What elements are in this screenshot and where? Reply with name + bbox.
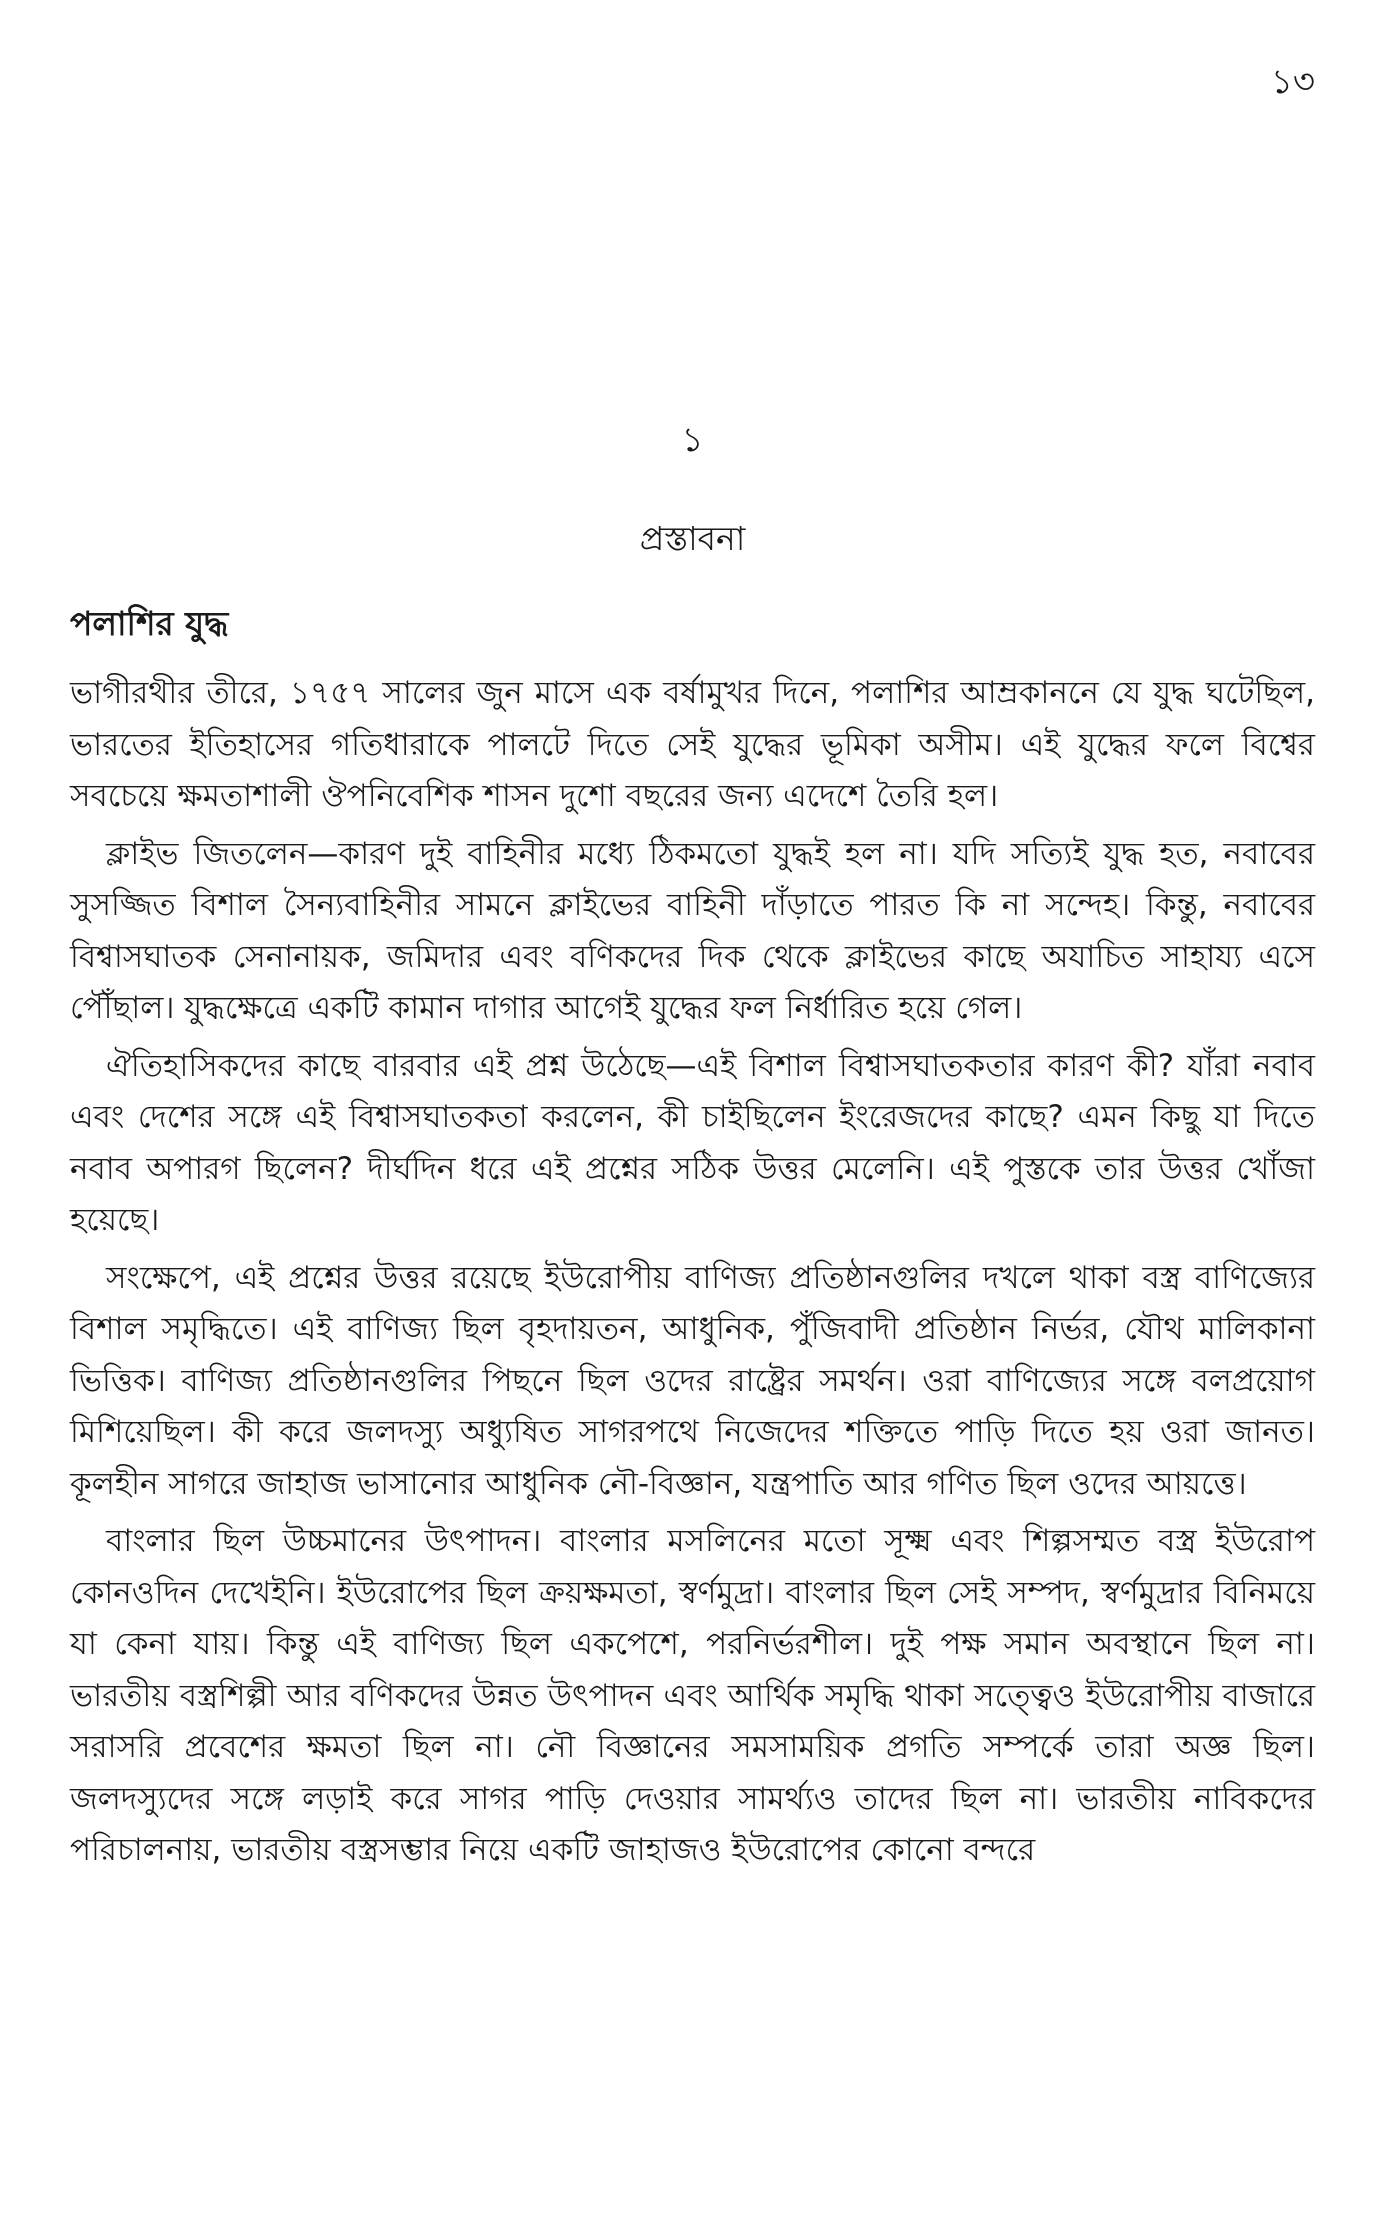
page-number: ১৩ [1270, 62, 1315, 102]
paragraph: ভাগীরথীর তীরে, ১৭৫৭ সালের জুন মাসে এক বর্ষামুখর দিনে, পলাশির আম্রকাননে যে যুদ্ধ ঘটেছিল, ভারতের ইতিহাসের গতিধারাকে পালটে দিতে সেই যুদ্ধের ভূমিকা অসীম। এই যুদ্ধের ফলে বিশ্বের সবচেয়ে ক্ষমতাশালী ঔপনিবেশিক শাসন দুশো বছরের জন্য এদেশে তৈরি হল। [70, 675, 1315, 814]
paragraph: ক্লাইভ জিতলেন—কারণ দুই বাহিনীর মধ্যে ঠিকমতো যুদ্ধই হল না। যদি সত্যিই যুদ্ধ হত, নবাবের সুসজ্জিত বিশাল সৈন্যবাহিনীর সামনে ক্লাইভের বাহিনী দাঁড়াতে পারত কি না সন্দেহ। কিন্তু, নবাবের বিশ্বাসঘাতক সেনানায়ক, জমিদার এবং বণিকদের দিক থেকে ক্লাইভের কাছে অযাচিত সাহায্য এসে পৌঁছাল। যুদ্ধক্ষেত্রে একটি কামান দাগার আগেই যুদ্ধের ফল নির্ধারিত হয়ে গেল। [70, 835, 1315, 1026]
chapter-number: ১ [681, 420, 704, 460]
paragraph: সংক্ষেপে, এই প্রশ্নের উত্তর রয়েছে ইউরোপীয় বাণিজ্য প্রতিষ্ঠানগুলির দখলে থাকা বস্ত্র বাণিজ্যের বিশাল সমৃদ্ধিতে। এই বাণিজ্য ছিল বৃহদায়তন, আধুনিক, পুঁজিবাদী প্রতিষ্ঠান নির্ভর, যৌথ মালিকানা ভিত্তিক। বাণিজ্য প্রতিষ্ঠানগুলির পিছনে ছিল ওদের রাষ্ট্রের সমর্থন। ওরা বাণিজ্যের সঙ্গে বলপ্রয়োগ মিশিয়েছিল। কী করে জলদস্যু অধ্যুষিত সাগরপথে নিজেদের শক্তিতে পাড়ি দিতে হয় ওরা জানত। কূলহীন সাগরে জাহাজ ভাসানোর আধুনিক নৌ-বিজ্ঞান, যন্ত্রপাতি আর গণিত ছিল ওদের আয়ত্তে। [70, 1259, 1315, 1502]
paragraph: বাংলার ছিল উচ্চমানের উৎপাদন। বাংলার মসলিনের মতো সূক্ষ্ম এবং শিল্পসম্মত বস্ত্র ইউরোপ কোনওদিন দেখেইনি। ইউরোপের ছিল ক্রয়ক্ষমতা, স্বর্ণমুদ্রা। বাংলার ছিল সেই সম্পদ, স্বর্ণমুদ্রার বিনিময়ে যা কেনা যায়। কিন্তু এই বাণিজ্য ছিল একপেশে, পরনির্ভরশীল। দুই পক্ষ সমান অবস্থানে ছিল না। ভারতীয় বস্ত্রশিল্পী আর বণিকদের উন্নত উৎপাদন এবং আর্থিক সমৃদ্ধি থাকা সত্ত্বেও ইউরোপীয় বাজারে সরাসরি প্রবেশের ক্ষমতা ছিল না। নৌ বিজ্ঞানের সমসাময়িক প্রগতি সম্পর্কে তারা অজ্ঞ ছিল। জলদস্যুদের সঙ্গে লড়াই করে সাগর পাড়ি দেওয়ার সামর্থ্যও তাদের ছিল না। ভারতীয় নাবিকদের পরিচালনায়, ভারতীয় বস্ত্রসম্ভার নিয়ে একটি জাহাজও ইউরোপের কোনো বন্দরে [70, 1523, 1315, 1868]
body-text [70, 668, 1315, 1883]
paragraph: ঐতিহাসিকদের কাছে বারবার এই প্রশ্ন উঠেছে—এই বিশাল বিশ্বাসঘাতকতার কারণ কী? যাঁরা নবাব এবং দেশের সঙ্গে এই বিশ্বাসঘাতকতা করলেন, কী চাইছিলেন ইংরেজদের কাছে? এমন কিছু যা দিতে নবাব অপারগ ছিলেন? দীর্ঘদিন ধরে এই প্রশ্নের সঠিক উত্তর মেলেনি। এই পুস্তকে তার উত্তর খোঁজা হয়েছে। [70, 1047, 1315, 1238]
section-heading: পলাশির যুদ্ধ [70, 604, 229, 643]
chapter-title: প্রস্তাবনা [639, 519, 746, 558]
